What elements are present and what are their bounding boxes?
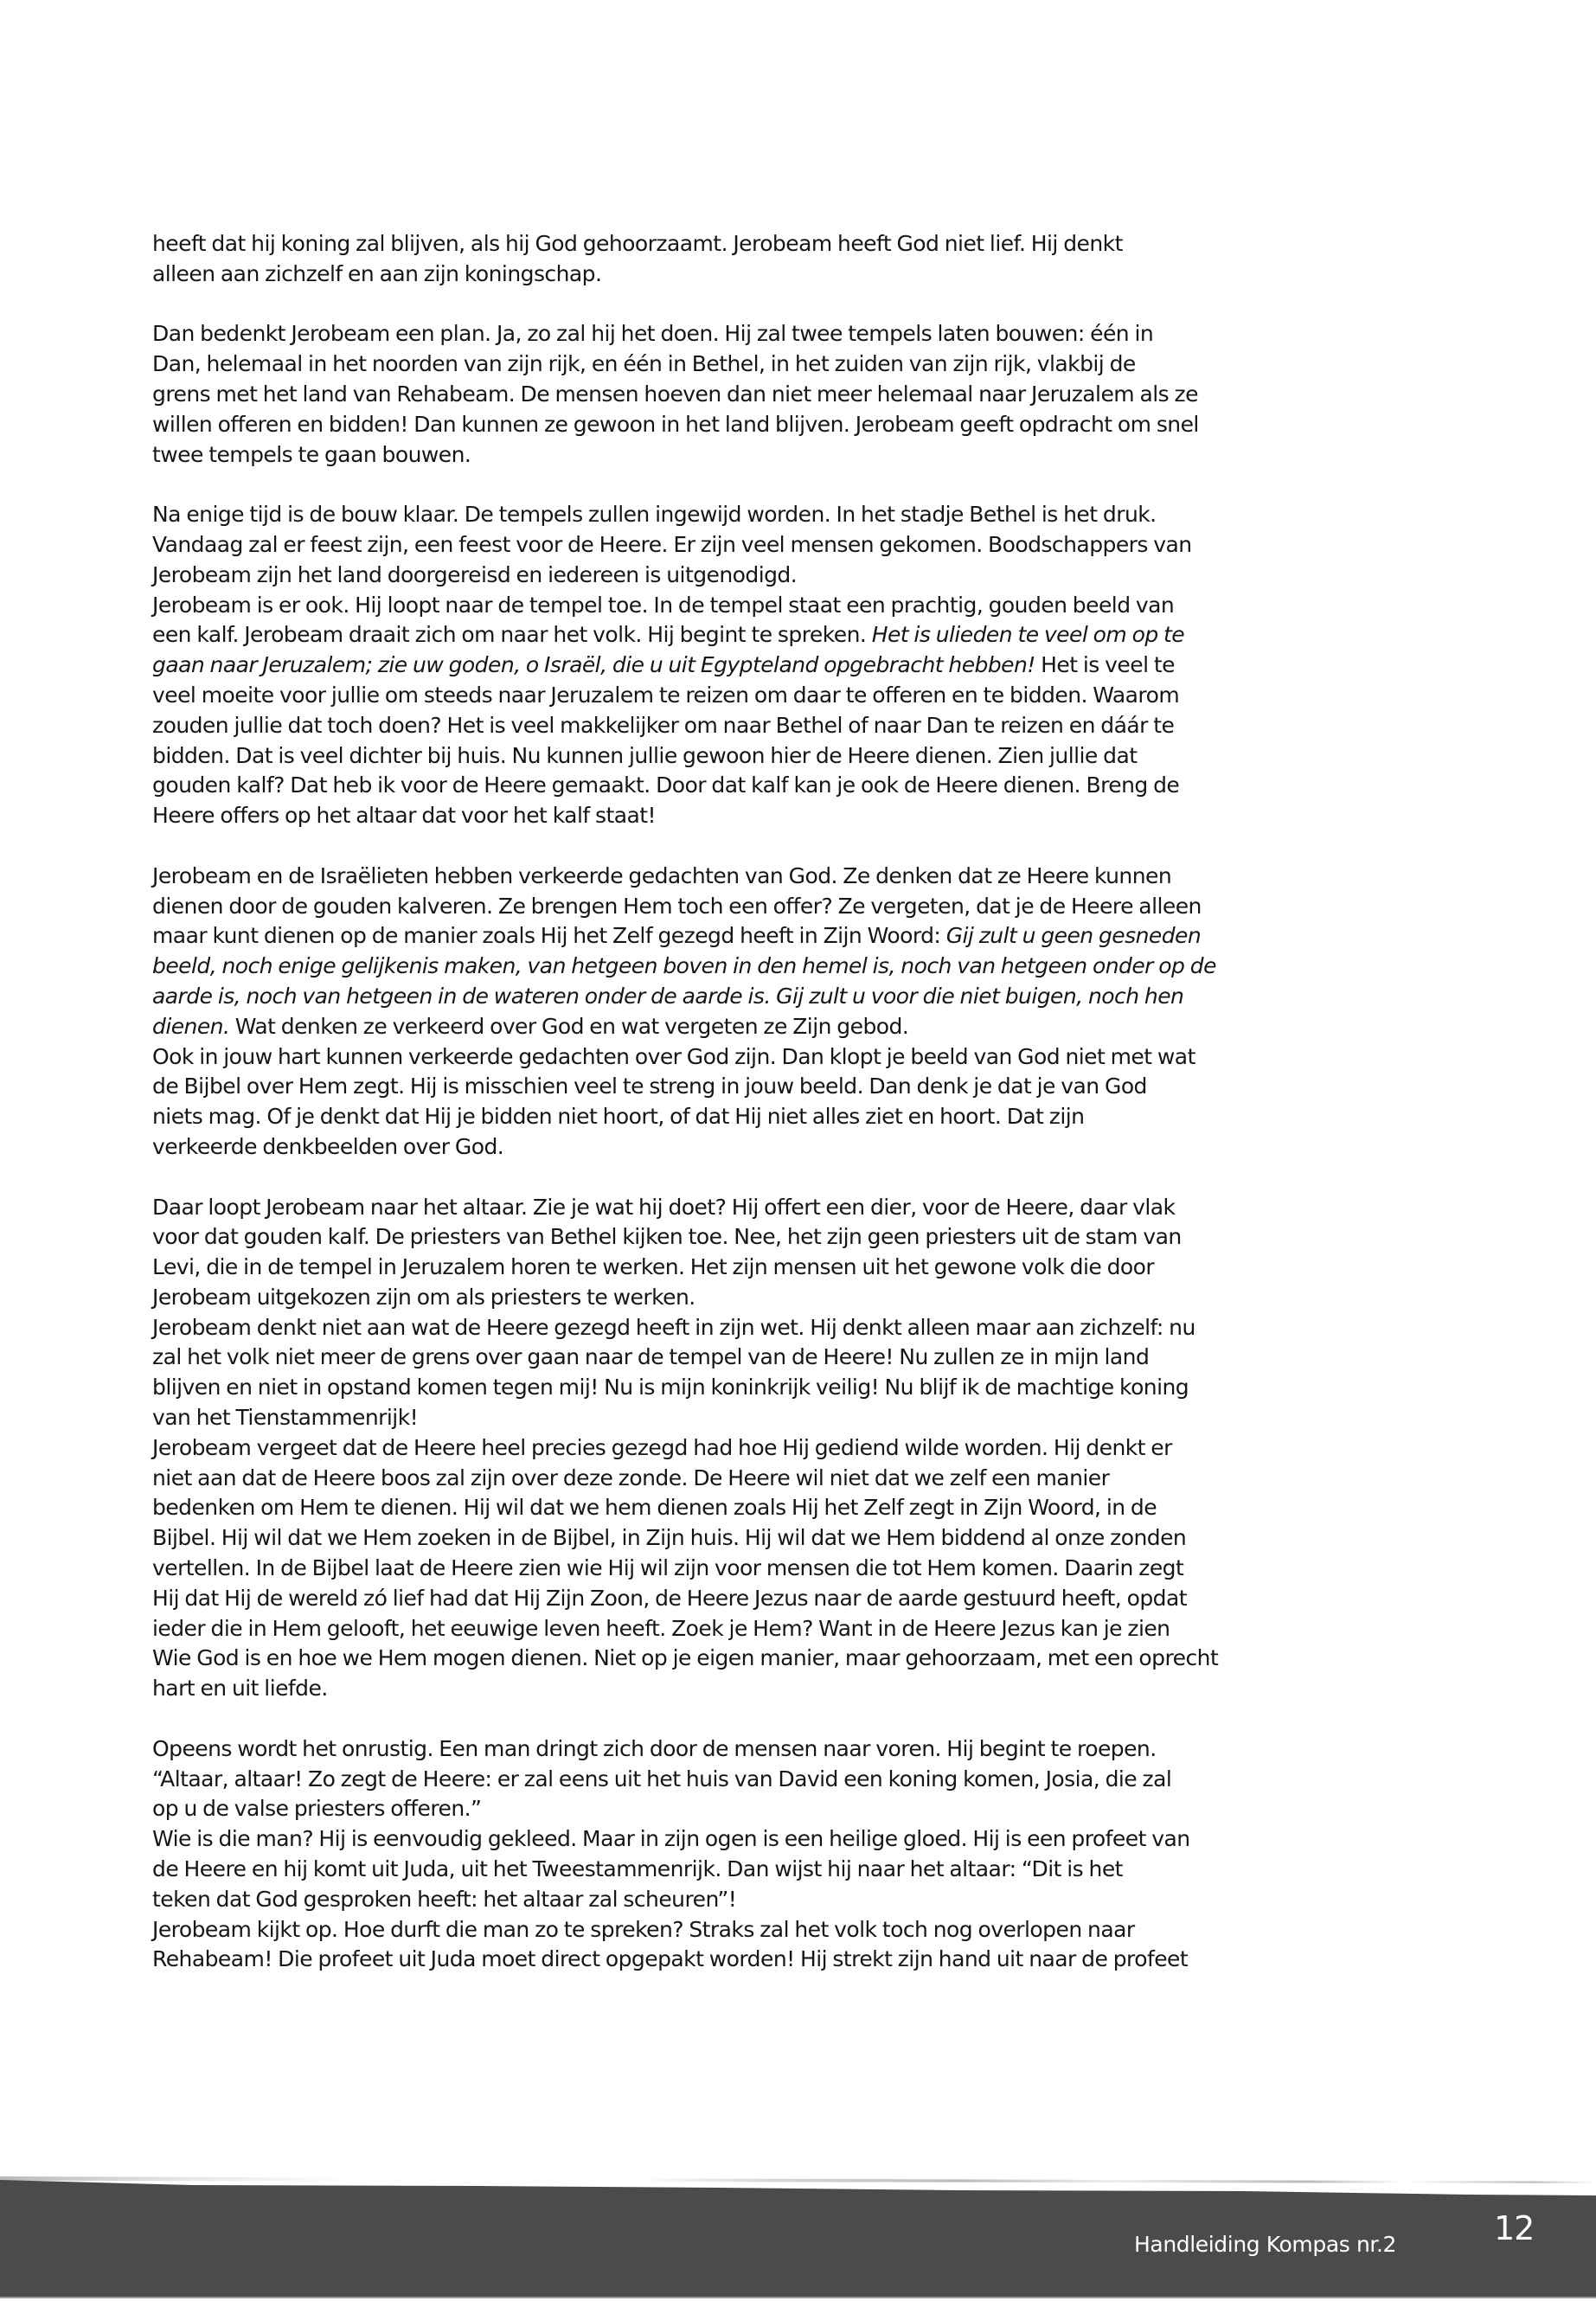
paragraph-spacer: [152, 1163, 1450, 1193]
text-line: [152, 349, 1450, 380]
paragraph-spacer: [152, 290, 1450, 320]
text-segment: op u de valse priesters offeren.”: [152, 1796, 482, 1822]
text-line: [152, 260, 1450, 290]
text-segment: de Heere en hij komt uit Juda, uit het Tweestammenrijk. Dan wijst hij naar het altaar: “Dit is het: [152, 1856, 1123, 1882]
text-line: [152, 862, 1450, 892]
text-line: [152, 1403, 1450, 1433]
text-line: [152, 1193, 1450, 1223]
text-segment: teken dat God gesproken heeft: het altaar zal scheuren”!: [152, 1886, 737, 1912]
text-line: [152, 1253, 1450, 1283]
text-line: [152, 1072, 1450, 1102]
text-line: [152, 1222, 1450, 1253]
text-segment: gouden kalf? Dat heb ik voor de Heere gemaakt. Door dat kalf kan je ook de Heere dienen. Breng de: [152, 772, 1180, 798]
text-segment: Daar loopt Jerobeam naar het altaar. Zie je wat hij doet? Hij offert een dier, voor de Heere, daar vlak: [152, 1194, 1176, 1220]
text-segment: Jerobeam en de Israëlieten hebben verkeerde gedachten van God. Ze denken dat ze Heere kunnen: [152, 862, 1172, 888]
text-line: [152, 620, 1450, 651]
text-line: [152, 1674, 1450, 1704]
text-line: [152, 1373, 1450, 1403]
text-segment: Bijbel. Hij wil dat we Hem zoeken in de Bijbel, in Zijn huis. Hij wil dat we Hem biddend al onze zonden: [152, 1525, 1187, 1551]
scripture-quote-italic: beeld, noch enige gelijkenis maken, van hetgeen boven in den hemel is, noch van hetgeen onder op de: [152, 953, 1216, 979]
scripture-quote-italic: gaan naar Jeruzalem; zie uw goden, o Israël, die u uit Egypteland opgebracht hebben!: [152, 652, 1035, 678]
text-segment: alleen aan zichzelf en aan zijn koningschap.: [152, 260, 602, 286]
text-line: [152, 229, 1450, 260]
text-segment: twee tempels te gaan bouwen.: [152, 441, 471, 467]
paragraph-spacer: [152, 831, 1450, 862]
text-line: [152, 1523, 1450, 1554]
text-line: [152, 1765, 1450, 1795]
text-line: [152, 1012, 1450, 1042]
text-line: [152, 1042, 1450, 1073]
text-line: [152, 1734, 1450, 1765]
text-segment: hart en uit liefde.: [152, 1676, 328, 1702]
text-line: [152, 319, 1450, 349]
paragraph: [152, 1734, 1450, 1975]
text-segment: Wie is die man? Hij is eenvoudig gekleed. Maar in zijn ogen is een heilige gloed. Hij is een profeet van: [152, 1826, 1190, 1852]
text-segment: bidden. Dat is veel dichter bij huis. Nu kunnen jullie gewoon hier de Heere dienen. Zien jullie dat: [152, 742, 1138, 768]
footer-band-shadow: [0, 2176, 1596, 2183]
scripture-quote-italic: Gij zult u geen gesneden: [945, 923, 1202, 949]
text-segment: Heere offers op het altaar dat voor het kalf staat!: [152, 803, 656, 829]
text-segment: Jerobeam denkt niet aan wat de Heere gezegd heeft in zijn wet. Hij denkt alleen maar aan zichzelf: nu: [152, 1314, 1195, 1340]
text-line: [152, 591, 1450, 621]
paragraph: [152, 229, 1450, 290]
text-segment: blijven en niet in opstand komen tegen mij! Nu is mijn koninkrijk veilig! Nu blijf ik de machtige koning: [152, 1375, 1189, 1400]
text-line: [152, 1132, 1450, 1163]
text-line: [152, 1915, 1450, 1945]
text-line: [152, 952, 1450, 982]
text-line: [152, 1464, 1450, 1494]
text-segment: Wie God is en hoe we Hem mogen dienen. Niet op je eigen manier, maar gehoorzaam, met een oprecht: [152, 1645, 1219, 1671]
text-segment: veel moeite voor jullie om steeds naar Jeruzalem te reizen om daar te offeren en te bidden. Waarom: [152, 682, 1180, 708]
footer-publication-title: Handleiding Kompas nr.2: [1134, 2232, 1397, 2257]
text-line: [152, 771, 1450, 801]
text-segment: grens met het land van Rehabeam. De mensen hoeven dan niet meer helemaal naar Jeruzalem als ze: [152, 381, 1198, 407]
text-line: [152, 1554, 1450, 1584]
text-segment: de Bijbel over Hem zegt. Hij is misschien veel te streng in jouw beeld. Dan denk je dat je van God: [152, 1074, 1147, 1099]
paragraph: [152, 862, 1450, 1163]
text-segment: maar kunt dienen op de manier zoals Hij het Zelf gezegd heeft in Zijn Woord:: [152, 923, 946, 949]
text-line: [152, 440, 1450, 471]
text-line: [152, 892, 1450, 922]
text-segment: verkeerde denkbeelden over God.: [152, 1133, 504, 1159]
text-line: [152, 1614, 1450, 1644]
text-line: [152, 410, 1450, 440]
text-line: [152, 380, 1450, 410]
text-segment: Dan bedenkt Jerobeam een plan. Ja, zo zal hij het doen. Hij zal twee tempels laten bouwen: één in: [152, 321, 1154, 347]
text-line: [152, 1644, 1450, 1674]
scripture-quote-italic: aarde is, noch van hetgeen in de wateren onder de aarde is. Gij zult u voor die niet buigen, noch hen: [152, 983, 1184, 1009]
text-segment: Hij dat Hij de wereld zó lief had dat Hij Zijn Zoon, de Heere Jezus naar de aarde gestuurd heeft, opdat: [152, 1585, 1187, 1611]
scripture-quote-italic: Het is ulieden te veel om op te: [871, 622, 1185, 648]
paragraph: [152, 500, 1450, 831]
text-segment: ieder die in Hem gelooft, het eeuwige leven heeft. Zoek je Hem? Want in de Heere Jezus kan je zien: [152, 1615, 1170, 1641]
paragraph: [152, 1193, 1450, 1705]
text-segment: Jerobeam zijn het land doorgereisd en iedereen is uitgenodigd.: [152, 561, 798, 587]
text-line: [152, 741, 1450, 772]
text-segment: een kalf. Jerobeam draait zich om naar het volk. Hij begint te spreken.: [152, 622, 872, 648]
text-line: [152, 1493, 1450, 1523]
text-segment: dienen door de gouden kalveren. Ze brengen Hem toch een offer? Ze vergeten, dat je de Heere alleen: [152, 893, 1202, 919]
text-line: [152, 651, 1450, 681]
text-segment: Na enige tijd is de bouw klaar. De tempels zullen ingewijd worden. In het stadje Bethel is het druk.: [152, 502, 1157, 528]
text-segment: Rehabeam! Die profeet uit Juda moet direct opgepakt worden! Hij strekt zijn hand uit naar de profeet: [152, 1946, 1189, 1972]
text-segment: Vandaag zal er feest zijn, een feest voor de Heere. Er zijn veel mensen gekomen. Boodschappers van: [152, 531, 1192, 557]
text-segment: “Altaar, altaar! Zo zegt de Heere: er zal eens uit het huis van David een koning komen, Josia, die zal: [152, 1766, 1172, 1791]
paragraph-spacer: [152, 1704, 1450, 1734]
text-line: [152, 1794, 1450, 1824]
text-segment: Ook in jouw hart kunnen verkeerde gedachten over God zijn. Dan klopt je beeld van God niet met wat: [152, 1043, 1195, 1069]
text-line: [152, 801, 1450, 831]
text-line: [152, 530, 1450, 561]
text-segment: Het is veel te: [1035, 652, 1175, 678]
text-line: [152, 1945, 1450, 1975]
text-segment: Jerobeam kijkt op. Hoe durft die man zo te spreken? Straks zal het volk toch nog overlopen naar: [152, 1916, 1135, 1942]
text-segment: heeft dat hij koning zal blijven, als hij God gehoorzaamt. Jerobeam heeft God niet lief. Hij denkt: [152, 231, 1123, 256]
text-segment: Jerobeam vergeet dat de Heere heel precies gezegd had hoe Hij gediend wilde worden. Hij denkt er: [152, 1434, 1172, 1460]
text-line: [152, 921, 1450, 952]
page-body-text: [152, 229, 1450, 1975]
text-line: [152, 1313, 1450, 1343]
text-segment: van het Tienstammenrijk!: [152, 1405, 419, 1431]
text-line: [152, 1433, 1450, 1464]
text-segment: Jerobeam is er ook. Hij loopt naar de tempel toe. In de tempel staat een prachtig, gouden beeld van: [152, 592, 1175, 618]
text-segment: niets mag. Of je denkt dat Hij je bidden niet hoort, of dat Hij niet alles ziet en hoort. Dat zijn: [152, 1104, 1085, 1130]
text-segment: bedenken om Hem te dienen. Hij wil dat we hem dienen zoals Hij het Zelf zegt in Zijn Woord, in de: [152, 1495, 1157, 1521]
text-line: [152, 982, 1450, 1012]
text-line: [152, 561, 1450, 591]
paragraph-spacer: [152, 470, 1450, 500]
text-segment: Jerobeam uitgekozen zijn om als priesters te werken.: [152, 1284, 695, 1310]
text-segment: Opeens wordt het onrustig. Een man dringt zich door de mensen naar voren. Hij begint te roepen.: [152, 1735, 1157, 1761]
text-segment: Dan, helemaal in het noorden van zijn rijk, en één in Bethel, in het zuiden van zijn rijk, vlakbij de: [152, 351, 1136, 377]
text-line: [152, 1824, 1450, 1855]
text-segment: Levi, die in de tempel in Jeruzalem horen te werken. Het zijn mensen uit het gewone volk die door: [152, 1254, 1155, 1280]
text-line: [152, 711, 1450, 741]
text-line: [152, 1283, 1450, 1313]
text-segment: zouden jullie dat toch doen? Het is veel makkelijker om naar Bethel of naar Dan te reizen en dáár te: [152, 712, 1175, 738]
text-segment: niet aan dat de Heere boos zal zijn over deze zonde. De Heere wil niet dat we zelf een manier: [152, 1465, 1110, 1490]
footer-bottom-rule: [0, 2297, 1596, 2298]
page-number: 12: [1494, 2209, 1535, 2247]
paragraph: [152, 319, 1450, 470]
text-line: [152, 681, 1450, 711]
text-segment: Wat denken ze verkeerd over God en wat vergeten ze Zijn gebod.: [229, 1013, 909, 1039]
text-line: [152, 1855, 1450, 1885]
text-segment: willen offeren en bidden! Dan kunnen ze gewoon in het land blijven. Jerobeam geeft opdracht om snel: [152, 411, 1199, 437]
text-line: [152, 500, 1450, 530]
scripture-quote-italic: dienen.: [152, 1013, 230, 1039]
text-line: [152, 1102, 1450, 1132]
text-line: [152, 1584, 1450, 1614]
text-segment: voor dat gouden kalf. De priesters van Bethel kijken toe. Nee, het zijn geen priesters uit de stam van: [152, 1224, 1182, 1250]
text-segment: zal het volk niet meer de grens over gaan naar de tempel van de Heere! Nu zullen ze in mijn land: [152, 1344, 1150, 1370]
text-line: [152, 1885, 1450, 1915]
text-segment: vertellen. In de Bijbel laat de Heere zien wie Hij wil zijn voor mensen die tot Hem komen. Daarin zegt: [152, 1555, 1184, 1581]
text-line: [152, 1343, 1450, 1373]
